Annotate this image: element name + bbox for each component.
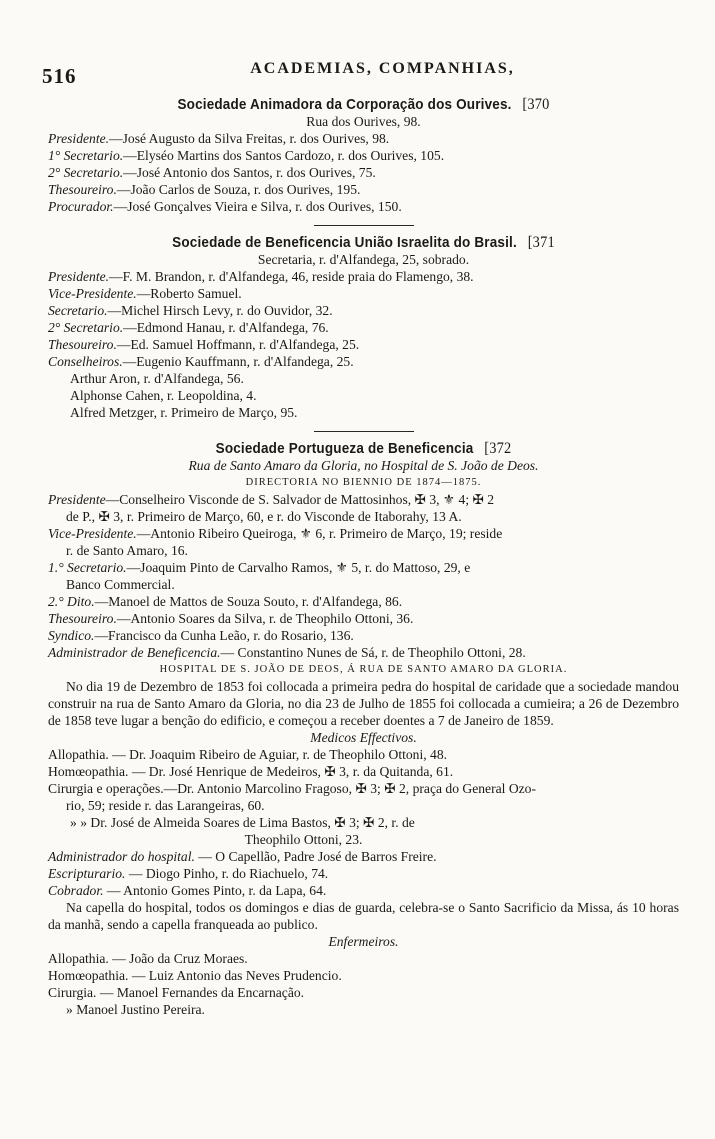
role-holder: —João Carlos de Souza, r. dos Ourives, 195. <box>116 182 361 197</box>
conselheiro-line: Alfred Metzger, r. Primeiro de Março, 95. <box>70 405 298 420</box>
officer-line <box>48 644 679 661</box>
role-holder: —Francisco da Cunha Leão, r. do Rosario, 136. <box>94 628 354 643</box>
role-label: 2° Secretario. <box>48 165 124 180</box>
section-address: Secretaria, r. d'Alfandega, 25, sobrado. <box>257 252 470 267</box>
role-label: Thesoureiro. <box>48 611 117 626</box>
divider <box>314 431 414 432</box>
section-ourives <box>48 96 679 215</box>
officer-line <box>48 627 679 644</box>
staff-line <box>48 848 679 865</box>
staff-list <box>48 848 679 899</box>
section-number: [370 <box>522 96 550 113</box>
role-holder: —José Antonio dos Santos, r. dos Ourives, 75. <box>123 165 376 180</box>
hospital-heading: HOSPITAL DE S. JOÃO DE DEOS, Á RUA DE SANTO AMARO DA GLORIA. <box>159 664 568 675</box>
medico-line-cont: Theophilo Ottoni, 23. <box>244 832 363 847</box>
officer-list <box>48 268 679 370</box>
officer-line-cont: r. de Santo Amaro, 16. <box>66 543 188 558</box>
divider <box>314 225 414 226</box>
role-label: Presidente. <box>48 269 110 284</box>
officer-line <box>48 593 679 610</box>
enfermeiro-line: » Manoel Justino Pereira. <box>66 1002 205 1017</box>
role-label: Thesoureiro. <box>48 182 117 197</box>
officer-line <box>48 198 679 215</box>
section-israelita <box>48 234 679 421</box>
role-holder: —Michel Hirsch Levy, r. do Ouvidor, 32. <box>107 303 333 318</box>
officer-line <box>48 319 679 336</box>
role-label: Secretario. <box>48 303 108 318</box>
role-holder: — Diogo Pinho, r. do Riachuelo, 74. <box>125 866 329 881</box>
role-label: Thesoureiro. <box>48 337 117 352</box>
officer-line <box>48 147 679 164</box>
medicos-heading: Medicos Effectivos. <box>310 730 417 745</box>
role-label: 2° Secretario. <box>48 320 124 335</box>
role-label: Presidente. <box>48 131 110 146</box>
enfermeiro-line: Homœopathia. — Luiz Antonio das Neves Prudencio. <box>48 968 342 983</box>
role-holder: —Elyséo Martins dos Santos Cardozo, r. dos Ourives, 105. <box>123 148 445 163</box>
section-title: Sociedade Animadora da Corporação dos Ourives. [370 <box>177 96 550 113</box>
role-holder: —Eugenio Kauffmann, r. d'Alfandega, 25. <box>122 354 354 369</box>
medico-line: Allopathia. — Dr. Joaquim Ribeiro de Aguiar, r. de Theophilo Ottoni, 48. <box>48 747 448 762</box>
conselheiro-line: Arthur Aron, r. d'Alfandega, 56. <box>70 371 244 386</box>
officer-line <box>48 610 679 627</box>
section-portugueza <box>48 440 679 1018</box>
capella-notice: Na capella do hospital, todos os domingos e dias de guarda, celebra-se o Santo Sacrificio da Missa, ás 10 horas da manhã, sendo a capella franqueada ao publico. <box>48 900 679 932</box>
officer-list <box>48 130 679 215</box>
enfermeiros-list <box>48 950 679 1001</box>
role-holder: —Ed. Samuel Hoffmann, r. d'Alfandega, 25. <box>116 337 360 352</box>
officer-line-cont: de P., ✠ 3, r. Primeiro de Março, 60, e r. do Visconde de Itaborahy, 13 A. <box>66 509 462 524</box>
role-holder: —José Augusto da Silva Freitas, r. dos Ourives, 98. <box>109 131 390 146</box>
section-title: Sociedade de Beneficencia União Israelita do Brasil. [371 <box>172 234 555 251</box>
conselheiros-list <box>48 370 679 421</box>
officer-line <box>48 164 679 181</box>
staff-line <box>48 882 679 899</box>
medico-line: » » Dr. José de Almeida Soares de Lima Bastos, ✠ 3; ✠ 2, r. de <box>70 815 415 830</box>
role-label: Administrador do hospital. <box>48 849 195 864</box>
role-holder: —Roberto Samuel. <box>136 286 242 301</box>
role-label: Vice-Presidente. <box>48 286 137 301</box>
medicos-list <box>48 746 679 797</box>
role-label: Conselheiros. <box>48 354 123 369</box>
hospital-history: No dia 19 de Dezembro de 1853 foi collocada a primeira pedra do hospital de caridade que a sociedade mandou construir na rua de Santo Amaro da Gloria, no dia 23 de Julho de 1855 foi collocada a cumieira; a 26 de Dezembro de 1858 teve lugar a benção do edificio, e começou a receber doentes a 7 de Janeiro de 1859. <box>48 679 679 728</box>
section-address: Rua dos Ourives, 98. <box>306 114 421 129</box>
conselheiro-line: Alphonse Cahen, r. Leopoldina, 4. <box>70 388 257 403</box>
directoria-heading: DIRECTORIA NO BIENNIO DE 1874—1875. <box>245 477 482 488</box>
role-label: Administrador de Beneficencia. <box>48 645 221 660</box>
running-title: ACADEMIAS, COMPANHIAS, <box>250 60 515 77</box>
officer-line <box>48 268 679 285</box>
role-holder: —Manoel de Mattos de Souza Souto, r. d'Alfandega, 86. <box>94 594 403 609</box>
enfermeiros-heading: Enfermeiros. <box>328 934 399 949</box>
officer-line: Presidente—Conselheiro Visconde de S. Salvador de Mattosinhos, ✠ 3, ⚜ 4; ✠ 2 <box>48 492 495 507</box>
enfermeiro-line: Allopathia. — João da Cruz Moraes. <box>48 951 248 966</box>
role-holder: —José Gonçalves Vieira e Silva, r. dos Ourives, 150. <box>113 199 402 214</box>
section-number: [372 <box>484 440 512 457</box>
staff-line <box>48 865 679 882</box>
officer-line <box>48 302 679 319</box>
role-label: 2.° Dito. <box>48 594 95 609</box>
page-number: 516 <box>42 64 77 88</box>
officer-list <box>48 593 679 661</box>
officer-line <box>48 285 679 302</box>
medico-line-cont: rio, 59; reside r. das Larangeiras, 60. <box>66 798 265 813</box>
role-holder: — Antonio Gomes Pinto, r. da Lapa, 64. <box>103 883 327 898</box>
section-number: [371 <box>527 234 555 251</box>
enfermeiro-line: Cirurgia. — Manoel Fernandes da Encarnação. <box>48 985 305 1000</box>
role-label: Syndico. <box>48 628 95 643</box>
role-holder: —Edmond Hanau, r. d'Alfandega, 76. <box>123 320 329 335</box>
role-holder: — O Capellão, Padre José de Barros Freire. <box>194 849 437 864</box>
officer-line: Vice-Presidente.—Antonio Ribeiro Queiroga, ⚜ 6, r. Primeiro de Março, 19; reside <box>48 526 503 541</box>
role-holder: —Antonio Soares da Silva, r. de Theophilo Ottoni, 36. <box>116 611 414 626</box>
medico-line: Homœopathia. — Dr. José Henrique de Medeiros, ✠ 3, r. da Quitanda, 61. <box>48 764 454 779</box>
officer-line <box>48 130 679 147</box>
section-location: Rua de Santo Amaro da Gloria, no Hospital de S. João de Deos. <box>188 458 539 473</box>
role-label: 1° Secretario. <box>48 148 124 163</box>
officer-line-cont: Banco Commercial. <box>66 577 175 592</box>
officer-line: 1.° Secretario.—Joaquim Pinto de Carvalho Ramos, ⚜ 5, r. do Mattoso, 29, e <box>48 560 471 575</box>
medico-line: Cirurgia e operações.—Dr. Antonio Marcolino Fragoso, ✠ 3; ✠ 2, praça do General Ozo- <box>48 781 536 796</box>
officer-line <box>48 181 679 198</box>
officer-line <box>48 336 679 353</box>
officer-line <box>48 353 679 370</box>
section-title: Sociedade Portugueza de Beneficencia [372 <box>215 440 512 457</box>
role-holder: —F. M. Brandon, r. d'Alfandega, 46, reside praia do Flamengo, 38. <box>109 269 474 284</box>
role-label: Cobrador. <box>48 883 104 898</box>
role-label: Procurador. <box>48 199 114 214</box>
role-label: Escripturario. <box>48 866 126 881</box>
role-holder: — Constantino Nunes de Sá, r. de Theophilo Ottoni, 28. <box>220 645 526 660</box>
